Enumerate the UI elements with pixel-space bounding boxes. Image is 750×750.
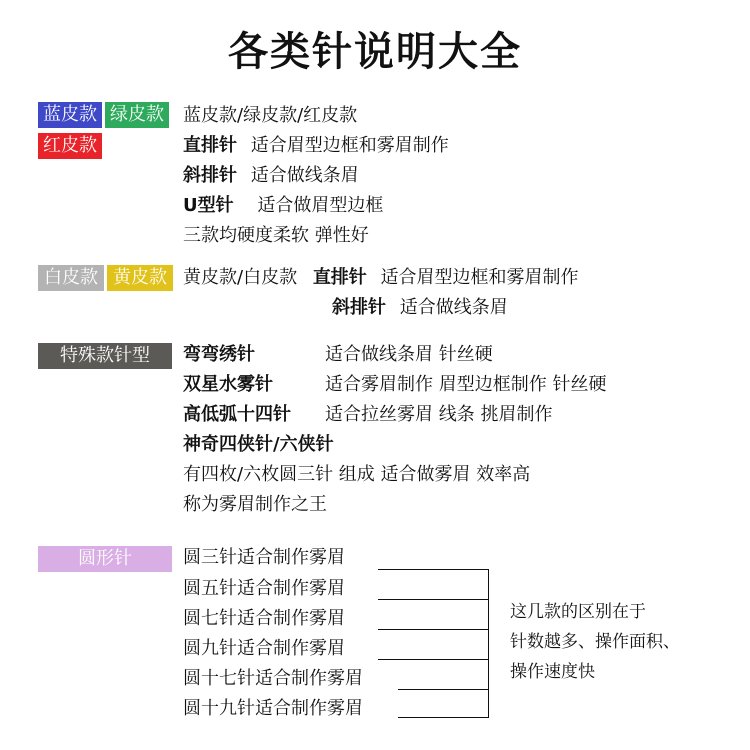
s1-line4 — [183, 194, 383, 218]
s1-line4-text: 适合做眉型边框 — [257, 195, 384, 216]
bracket-line-5 — [398, 689, 489, 690]
bracket-vertical — [488, 569, 489, 718]
tag-red: 红皮款 — [38, 133, 102, 159]
tag-white: 白皮款 — [38, 265, 104, 291]
s1-line2-bold: 直排针 — [183, 135, 237, 156]
s1-line2 — [183, 134, 449, 158]
bracket-line-6 — [398, 717, 489, 718]
round-note-line-2: 针数越多、操作面积、 — [510, 632, 680, 652]
round-item-4: 圆九针适合制作雾眉 — [183, 638, 345, 659]
s3-row1 — [183, 343, 255, 367]
tag-round: 圆形针 — [38, 546, 172, 572]
round-item-6: 圆十九针适合制作雾眉 — [183, 698, 363, 719]
s1-line1 — [183, 104, 357, 128]
s2-line2 — [332, 296, 508, 320]
s3-row2-desc: 适合雾眉制作 眉型边框制作 针丝硬 — [325, 374, 607, 395]
s3-row4-bold: 神奇四侠针/六侠针 — [183, 434, 334, 455]
s3-row3-desc: 适合拉丝雾眉 线条 挑眉制作 — [325, 404, 553, 425]
s3-row6: 称为雾眉制作之王 — [183, 494, 327, 515]
s3-row4 — [183, 433, 334, 457]
s2-line1 — [183, 266, 579, 290]
tag-blue: 蓝皮款 — [38, 102, 102, 128]
round-item-3: 圆七针适合制作雾眉 — [183, 608, 345, 629]
s1-line3-bold: 斜排针 — [183, 165, 237, 186]
round-item-1: 圆三针适合制作雾眉 — [183, 547, 345, 568]
s3-row3-bold: 高低弧十四针 — [183, 404, 291, 425]
s1-line3 — [183, 164, 359, 188]
round-item-2: 圆五针适合制作雾眉 — [183, 578, 345, 599]
s3-row2-bold: 双星水雾针 — [183, 374, 273, 395]
s1-line1-text: 蓝皮款/绿皮款/红皮款 — [183, 105, 358, 126]
round-item-5: 圆十七针适合制作雾眉 — [183, 668, 363, 689]
s2-line1-prefix: 黄皮款/白皮款 — [183, 267, 298, 288]
s1-line3-text: 适合做线条眉 — [250, 165, 359, 186]
bracket-line-1 — [378, 569, 489, 570]
s1-line4-bold: U型针 — [183, 195, 234, 216]
s1-line5 — [183, 224, 369, 248]
s3-row2 — [183, 373, 273, 397]
tag-special: 特殊款针型 — [38, 343, 172, 369]
s2-line1-text: 适合眉型边框和雾眉制作 — [380, 267, 579, 288]
round-note-line-1: 这几款的区别在于 — [510, 602, 646, 622]
round-note-line-3: 操作速度快 — [510, 662, 595, 682]
bracket-line-2 — [378, 599, 489, 600]
s3-row1-bold: 弯弯绣针 — [183, 344, 255, 365]
s3-row3 — [183, 403, 291, 427]
s2-line1-bold: 直排针 — [312, 267, 367, 288]
page-title: 各类针说明大全 — [228, 28, 522, 75]
bracket-line-3 — [378, 629, 489, 630]
s1-line5-text: 三款均硬度柔软 弹性好 — [183, 225, 369, 246]
s1-line2-text: 适合眉型边框和雾眉制作 — [250, 135, 449, 156]
round-note — [510, 597, 680, 687]
tag-yellow: 黄皮款 — [107, 265, 173, 291]
s3-row5: 有四枚/六枚圆三针 组成 适合做雾眉 效率高 — [183, 464, 531, 485]
s2-line2-text: 适合做线条眉 — [399, 297, 508, 318]
tag-green: 绿皮款 — [105, 102, 169, 128]
s2-line2-bold: 斜排针 — [332, 297, 386, 318]
s3-row1-desc: 适合做线条眉 针丝硬 — [325, 344, 493, 365]
bracket-line-4 — [378, 659, 489, 660]
